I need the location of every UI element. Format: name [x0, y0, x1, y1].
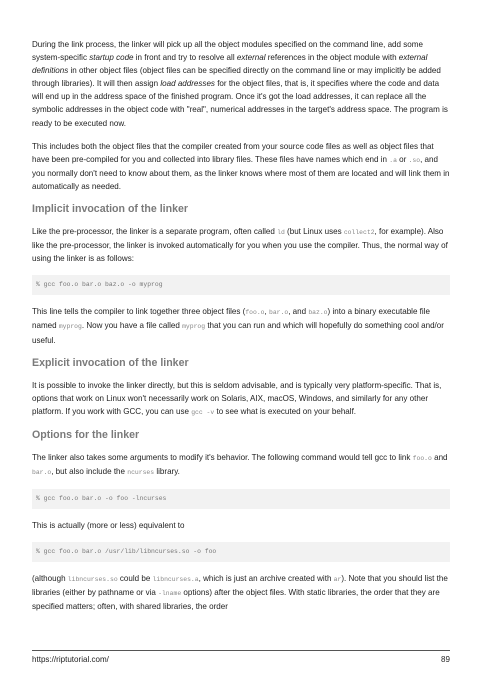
heading-explicit-invocation: Explicit invocation of the linker [32, 356, 189, 369]
inline-code: collect2 [343, 229, 375, 237]
page-footer [32, 650, 450, 664]
inline-code: ncurses [127, 468, 155, 476]
inline-code: gcc -v [191, 408, 215, 416]
inline-code: .so [408, 156, 421, 164]
heading-implicit-invocation: Implicit invocation of the linker [32, 203, 188, 216]
paragraph-options: The linker also takes some arguments to modify it's behavior. The following command would tell gcc to link foo.o and bar.o, but also include the ncurses library. [32, 452, 448, 476]
inline-code: ar [333, 576, 342, 584]
inline-code: foo.o [245, 309, 265, 317]
inline-code: baz.o [308, 309, 328, 317]
page-content [32, 38, 450, 623]
code-block-lncurses: % gcc foo.o bar.o -o foo -lncurses [32, 489, 450, 509]
paragraph-implicit: Like the pre-processor, the linker is a separate program, often called ld (but Linux uses collect2, for example). Also like the pre-processor, the linker is invoked automatically for you when you use the compiler. Thus, the normal way of using the linker is as follows: [32, 227, 448, 264]
inline-code: myprog [58, 323, 82, 331]
inline-code: myprog [182, 323, 206, 331]
inline-code: bar.o [269, 309, 289, 317]
inline-code: .a [389, 156, 397, 164]
inline-code: -lname [158, 590, 182, 598]
code-block-full-path: % gcc foo.o bar.o /usr/lib/libncurses.so -o foo [32, 542, 450, 562]
inline-code: libncurses.a [152, 576, 199, 584]
heading-linker-options: Options for the linker [32, 428, 140, 441]
inline-code: bar.o [32, 468, 52, 476]
inline-code: ld [277, 229, 285, 237]
paragraph-explicit: It is possible to invoke the linker directly, but this is seldom advisable, and is typically very platform-specific. That is, options that work on Linux won't necessarily work on Solaris, AIX, macOS, Windows, and similarly for any other platform. If you work with GCC, you can use gcc -v to see what is executed on your behalf. [32, 380, 442, 416]
inline-code: libncurses.so [67, 576, 118, 584]
paragraph-library-order: (although libncurses.so could be libncurses.a, which is just an archive created with ar). Note that you should list the libraries (either by pathname or via -lname options) after the object files. With static libraries, the order that they are specified matters; often, with shared libraries, the order [32, 574, 448, 612]
paragraph-object-files: This includes both the object files that the compiler created from your source code files as well as object files that have been pre-compiled for you and collected into library files. These files have names which end in .a or .so, and you normally don't need to know about them, as the linker knows where most of them are located and will link them in automatically as needed. [32, 141, 450, 191]
paragraph-link-process: During the link process, the linker will pick up all the object modules specified on the command line, add some system-specific startup code in front and try to resolve all external references in the object module with external definitions in other object files (object files can be specified directly on the command line or may implicitly be added through libraries). It will then assign load addresses for the object files, that is, it specifies where the code and data will end up in the address space of the finished program. Once it's got the load addresses, it can replace all the symbolic addresses in the object code with "real", numerical addresses in the target's address space. The program is ready to be executed now. [32, 40, 448, 128]
page-number: 89 [441, 655, 450, 664]
paragraph-equivalent: This is actually (more or less) equivalent to [32, 521, 185, 531]
code-block-link-objects: % gcc foo.o bar.o baz.o -o myprog [32, 275, 450, 295]
footer-url-link[interactable]: https://riptutorial.com/ [32, 655, 109, 664]
paragraph-link-explanation: This line tells the compiler to link together three object files (foo.o, bar.o, and baz.o) into a binary executable file named myprog. Now you have a file called myprog that you can run and which will hopefully do something cool and/or useful. [32, 307, 444, 345]
inline-code: foo.o [412, 454, 432, 462]
